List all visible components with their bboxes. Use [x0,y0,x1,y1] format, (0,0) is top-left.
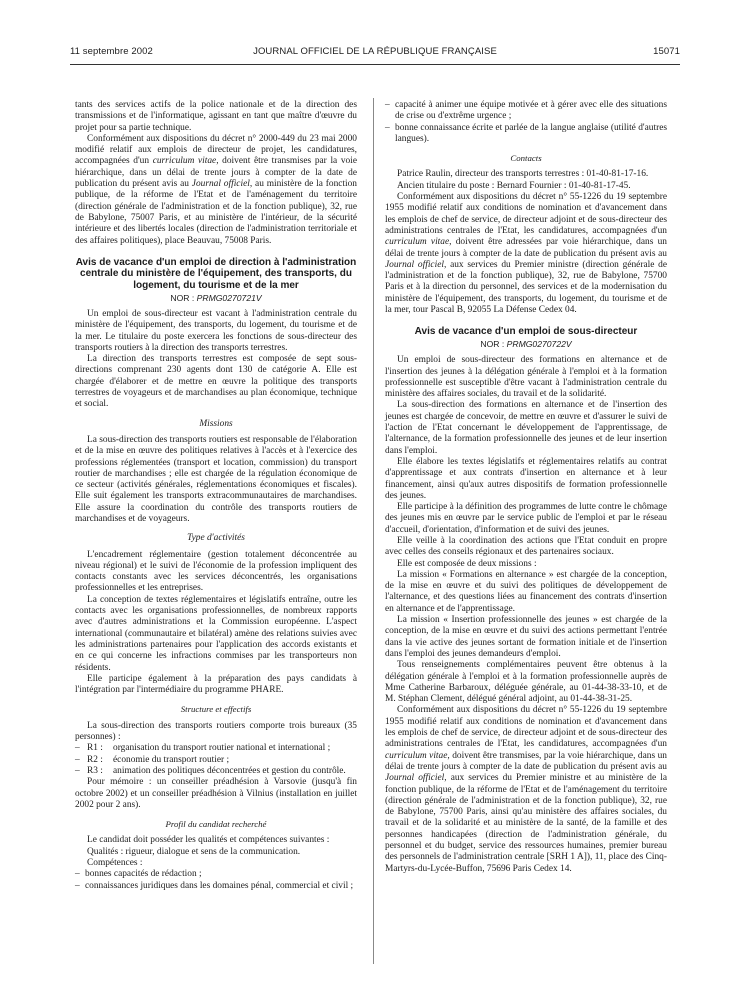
list-item: – connaissances juridiques dans les domaines pénal, commercial et civil ; [75,880,354,891]
paragraph: Pour mémoire : un conseiller préadhésion à Varsovie (jusqu'à fin octobre 2002) et un conseiller préadhésion à Vilnius (installation en juillet 2002 pour 2 ans). [75,777,357,810]
section-title: Profil du candidat recherché [165,819,267,830]
list-item: – R3 : animation des politiques déconcentrées et gestion du contrôle. [75,765,346,776]
notice-title: Avis de vacance d'un emploi de sous-directeur [414,326,638,338]
paragraph: Un emploi de sous-directeur des formations en alternance et de l'insertion des jeunes à la délégation générale à l'emploi et à la formation professionnelle est susceptible d'être vacant à l'administration centrale du ministère des affaires sociales, du travail et de la solidarité. [385,355,667,400]
paragraph: Conformément aux dispositions du décret n° 2000-449 du 23 mai 2000 modifié relatif aux emplois de directeur de projet, les candidatures, accompagnées d'un curriculum vitae, doivent être transmises par la voie hiérarchique, dans un délai de trente jours à compter de la date de publication du présent avis au Journal officiel, au ministère de la fonction publique, de la réforme de l'Etat et de l'aménagement du territoire (direction générale de l'administration et de la fonction publique), 32, rue de Babylone, 75007 Paris, et au ministère de l'intérieur, de la sécurité intérieure et des libertés locales (direction de l'administration territoriale et des affaires politiques), place Beauvau, 75008 Paris. [75,133,357,246]
nor-reference: NOR : PRMG0270721V [170,292,262,303]
section-title: Structure et effectifs [180,704,252,715]
paragraph: La sous-direction des transports routiers comporte trois bureaux (35 personnes) : [75,720,357,743]
page-number: 15071 [653,46,680,57]
list-item: – capacité à animer une équipe motivée et à gérer avec elle des situations de crise ou d'extrême urgence ; [385,100,667,122]
notice-title: Avis de vacance d'un emploi de direction à l'administration centrale du ministère de l'équipement, des transports, du logement, du tourisme et de la mer [75,256,357,292]
column-divider [373,98,374,964]
paragraph: L'encadrement réglementaire (gestion totalement déconcentrée au niveau régional) et le suivi de l'économie de la profession impliquent des contacts constants avec les services déconcentrés, les organisations professionnelles et les entreprises. [75,549,357,594]
contact-line: Ancien titulaire du poste : Bernard Fournier : 01-40-81-17-45. [397,180,631,191]
paragraph: La sous-direction des formations en alternance et de l'insertion des jeunes est chargée de concevoir, de mettre en œuvre et d'assurer le suivi de l'action de l'Etat concernant le développement de l'apprentissage, de l'alternance, de la formation professionnelle des jeunes et de leur insertion dans l'emploi. [385,400,667,456]
list-item: – R2 : économie du transport routier ; [75,754,230,765]
list-item: – bonne connaissance écrite et parlée de la langue anglaise (utilité d'autres langues). [385,122,667,144]
section-title: Missions [199,418,233,429]
section-title: Type d'activités [187,533,245,544]
right-column [385,100,667,875]
paragraph: La mission « Insertion professionnelle des jeunes » est chargée de la conception, de la mise en œuvre et du suivi des actions permettant l'entrée dans la vie active des jeunes sortant de formation initiale et de l'insertion dans l'emploi des jeunes demandeurs d'emploi. [385,615,667,659]
paragraph: La direction des transports terrestres est composée de sept sous-directions comprenant 230 agents dont 130 de catégorie A. Elle est chargée d'élaborer et de mettre en œuvre la politique des transports terrestres de voyageurs et de marchandises au plan économique, technique et social. [75,354,357,410]
paragraph: La sous-direction des transports routiers est responsable de l'élaboration et de la mise en œuvre des politiques relatives à l'accès et à l'exercice des professions réglementées (transport et location, commission) du transport routier de marchandises ; elle est chargée de la régulation économique de ce secteur (activités générales, réglementations économiques et fiscales). Elle suit également les transports extracommunautaires de marchandises. Elle assure la coordination du contrôle des transports routiers de marchandises et de voyageurs. [75,434,357,524]
publication-date: 11 septembre 2002 [70,46,153,57]
paragraph: Conformément aux dispositions du décret n° 55-1226 du 19 septembre 1955 modifié relatif aux conditions de nomination et d'avancement dans les emplois de chef de service, de directeur adjoint et de sous-directeur des administrations centrales de l'Etat, les candidatures, accompagnées d'un curriculum vitae, doivent être transmises, par la voie hiérarchique, dans un délai de trente jours à compter de la date de publication du présent avis au Journal officiel, aux services du Premier ministre et au ministère de la fonction publique, de la réforme de l'Etat et de l'aménagement du territoire (direction générale de l'administration et de la fonction publique), 32, rue de Babylone, 75700 Paris, ainsi qu'au ministère des affaires sociales, du travail et de la solidarité et au ministère de la santé, de la famille et des personnes handicapées (direction de l'administration générale, du personnel et du budget, service des ressources humaines, premier bureau des personnels de l'administration centrale [SRH 1 A]), 11, place des Cinq-Martyrs-du-Lycée-Buffon, 75696 Paris Cedex 14. [385,705,667,874]
bureau-list [75,743,357,777]
list-item: – bonnes capacités de rédaction ; [75,869,202,880]
paragraph: Elle participe à la définition des programmes de lutte contre le chômage des jeunes mis en œuvre par le service public de l'emploi et par le réseau d'accueil, d'orientation, d'information et de suivi des jeunes. [385,502,667,535]
header-rule [70,64,680,65]
paragraph: La conception de textes réglementaires et législatifs entraîne, outre les contacts avec les organisations professionnelles, de nombreux rapports avec d'autres administrations et la Commission européenne. L'aspect international (communautaire et bilatéral) amène des relations suivies avec les administrations partenaires pour l'application des accords existants et en ce qui concerne les infractions commises par les transporteurs non résidents. [75,594,357,673]
nor-reference: NOR : PRMG0270722V [480,338,572,349]
paragraph: Qualités : rigueur, dialogue et sens de la communication. [87,846,301,857]
paragraph: Elle veille à la coordination des actions que l'Etat conduit en propre avec celles des conseils régionaux et des partenaires sociaux. [385,535,667,558]
paragraph: Conformément aux dispositions du décret n° 55-1226 du 19 septembre 1955 modifié relatif aux conditions de nomination et d'avancement dans les emplois de chef de service, de directeur adjoint et de sous-directeur des administrations centrales de l'Etat, les candidatures, accompagnées d'un curriculum vitae, doivent être adressées par voie hiérarchique, dans un délai de trente jours à compter de la date de publication du présent avis au Journal officiel, aux services du Premier ministre (direction générale de l'administration et de la fonction publique), 32, rue de Babylone, 75700 Paris et à la direction du personnel, des services et de la modernisation du ministère de l'équipement, des transports, du logement, du tourisme et de la mer, tour Pascal B, 92055 La Défense Cedex 04. [385,192,667,316]
paragraph: Un emploi de sous-directeur est vacant à l'administration centrale du ministère de l'équipement, des transports, du logement, du tourisme et de la mer. Le titulaire du poste exercera les fonctions de sous-directeur des transports routiers à la direction des transports terrestres. [75,308,357,353]
paragraph: Compétences : [87,858,143,868]
paragraph: Tous renseignements complémentaires peuvent être obtenus à la délégation générale à l'emploi et à la formation professionnelle auprès de Mme Catherine Barbaroux, déléguée générale, au 01-44-38-33-10, et de M. Stéphan Clement, délégué général adjoint, au 01-44-38-31-25. [385,660,667,705]
left-column [75,100,357,892]
contact-line: Patrice Raulin, directeur des transports terrestres : 01-40-81-17-16. [397,169,649,180]
skills-list [75,869,357,892]
page-header [70,46,680,62]
paragraph: Elle participe également à la préparation des pays candidats à l'intégration par l'intermédiaire du programme PHARE. [75,673,357,696]
paragraph: Le candidat doit posséder les qualités et compétences suivantes : [87,835,330,846]
journal-title: JOURNAL OFFICIEL DE LA RÉPUBLIQUE FRANÇAISE [253,46,497,57]
paragraph: tants des services actifs de la police nationale et de la direction des transmissions et de l'informatique, agissant en tant que maître d'œuvre du projet pour sa partie technique. [75,100,357,133]
paragraph: Elle élabore les textes législatifs et réglementaires relatifs au contrat d'apprentissage et aux contrats d'insertion en alternance et à leur financement, ainsi qu'aux autres dispositifs de formation professionnelle des jeunes. [385,456,667,501]
paragraph: La mission « Formations en alternance » est chargée de la conception, de la mise en œuvre et du suivi des politiques de développement de l'alternance, et des questions liées au financement des contrats d'insertion en alternance et de l'apprentissage. [385,569,667,614]
list-item: – R1 : organisation du transport routier national et international ; [75,743,331,754]
section-title: Contacts [510,153,542,164]
skills-list-continued [385,100,667,145]
paragraph: Elle est composée de deux missions : [397,558,537,569]
